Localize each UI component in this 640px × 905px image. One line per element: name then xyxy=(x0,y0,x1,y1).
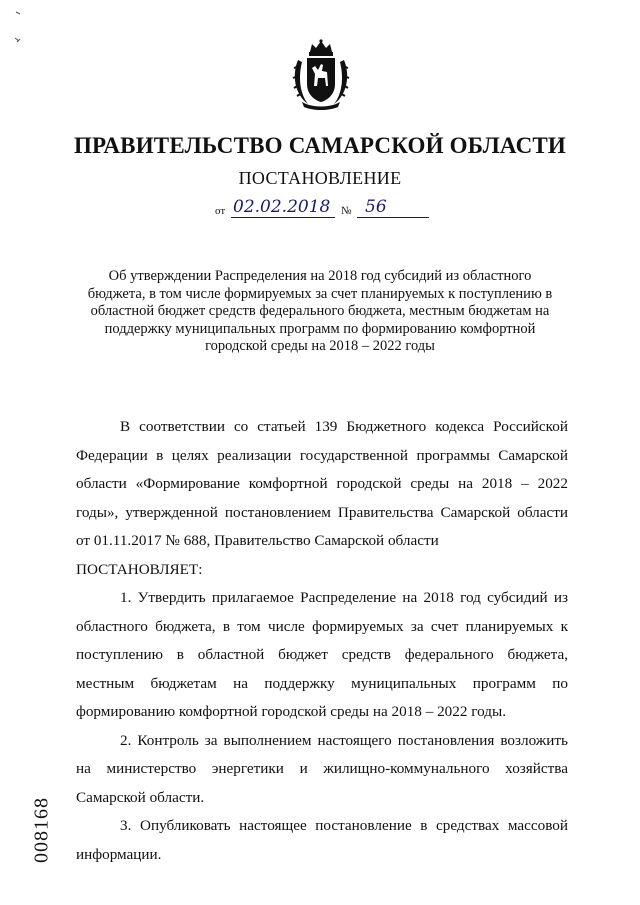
preamble-paragraph: В соответствии со статьей 139 Бюджетного кодекса Российской Федерации в целях реализации государственной программы Самарской области «Формирование комфортной городской среды на 2018 – 2022 годы», утвержденной постановлением Правительства Самарской области от 01.11.2017 № 688, Правительство Самарской области xyxy=(76,418,568,549)
item-3-paragraph: 3. Опубликовать настоящее постановление в средствах массовой информации. xyxy=(76,817,568,863)
date-number-line xyxy=(215,197,445,221)
number-underline xyxy=(357,217,429,218)
stamp-number: 008168 xyxy=(30,797,53,863)
document-type: ПОСТАНОВЛЕНИЕ xyxy=(238,168,402,188)
item-1-paragraph: 1. Утвердить прилагаемое Распределение на 2018 год субсидий из областного бюджета, в том числе формируемых за счет планируемых к поступлению в областной бюджет средств федерального бюджета, местным бюджетам на поддержку муниципальных программ по формированию комфортной городской среды на 2018 – 2022 годы. xyxy=(76,589,568,720)
item-2-paragraph: 2. Контроль за выполнением настоящего постановления возложить на министерство энергетики и жилищно-коммунального хозяйства Самарской области. xyxy=(76,731,568,806)
date-handwritten: 02.02.2018 xyxy=(233,197,331,217)
document-body xyxy=(76,413,568,869)
decree-word: ПОСТАНОВЛЯЕТ: xyxy=(76,560,203,578)
margin-marks xyxy=(14,8,24,48)
document-subject: Об утверждении Распределения на 2018 год субсидий из областного бюджета, в том числе формируемых за счет планируемых к поступлению в областной бюджет средств федерального бюджета, местным бюджетам на поддержку муниципальных программ по формированию комфортной городской среды на 2018 – 2022 годы xyxy=(87,268,553,355)
date-underline xyxy=(231,217,335,218)
registration-stamp xyxy=(30,790,54,870)
number-handwritten: 56 xyxy=(365,197,387,217)
number-prefix: № xyxy=(341,205,352,217)
date-prefix: от xyxy=(215,205,226,217)
coat-of-arms-icon xyxy=(288,38,354,112)
government-title: ПРАВИТЕЛЬСТВО САМАРСКОЙ ОБЛАСТИ xyxy=(73,133,567,158)
